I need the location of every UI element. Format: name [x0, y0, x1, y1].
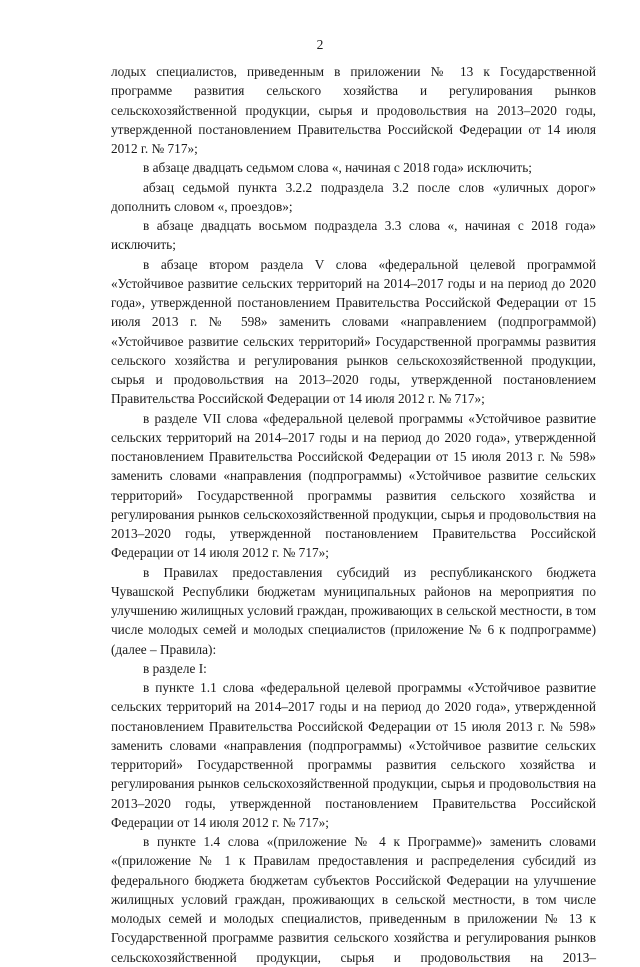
paragraph: в пункте 1.1 слова «федеральной целевой программы «Устойчивое развитие сельских территорий на 2014–2017 годы и на период до 2020 года», утвержденной постановлением Правительства Российской Федерации от 15 июля 2013 г. № 598» заменить словами «направления (подпрограммы) «Устойчивое развитие сельских территорий» Государственной программы развития сельского хозяйства и регулирования рынков сельскохозяйственной продукции, сырья и продовольствия на 2013–2020 годы, утвержденной постановлением Правительства Российской Федерации от 14 июля 2012 г. № 717»; [111, 680, 596, 830]
page-number: 2 [316, 37, 324, 52]
paragraph: в абзаце двадцать восьмом подраздела 3.3 слова «, начиная с 2018 года» исключить; [111, 218, 596, 253]
paragraph: в разделе I: [143, 660, 207, 676]
paragraph: в Правилах предоставления субсидий из республиканского бюджета Чувашской Республики бюджетам муниципальных районов на мероприятия по улучшению жилищных условий граждан, проживающих в сельской местности, в том числе молодых семей и молодых специалистов (приложение № 6 к подпрограмме) (далее – Правила): [111, 564, 596, 657]
paragraph: в разделе VII слова «федеральной целевой программы «Устойчивое развитие сельских территорий на 2014–2017 годы и на период до 2020 года», утвержденной постановлением Правительства Российской Федерации от 15 июля 2013 г. № 598» заменить словами «направления (подпрограммы) «Устойчивое развитие сельских территорий» Государственной программы развития сельского хозяйства и регулирования рынков сельскохозяйственной продукции, сырья и продовольствия на 2013–2020 годы, утвержденной постановлением Правительства Российской Федерации от 14 июля 2012 г. № 717»; [111, 410, 596, 561]
paragraph: в абзаце двадцать седьмом слова «, начиная с 2018 года» исключить; [143, 160, 532, 176]
paragraph: абзац седьмой пункта 3.2.2 подраздела 3.2 после слов «уличных дорог» дополнить словом «, проездов»; [111, 179, 596, 214]
paragraph: в пункте 1.4 слова «(приложение № 4 к Программе)» заменить словами «(приложение № 1 к Правилам предоставления и распределения субсидий из федерального бюджета бюджетам субъектов Российской Федерации на улучшение жилищных условий граждан, проживающих в сельской местности, в том числе молодых семей и молодых специалистов, приведенным в приложении № 13 к Государственной программе развития сельского хозяйства и регулирования рынков сельскохозяйственной продукции, сырья и продовольствия на 2013– [111, 834, 596, 965]
paragraph: лодых специалистов, приведенным в приложении № 13 к Государственной программе развития сельского хозяйства и регулирования рынков сельскохозяйственной продукции, сырья и продовольствия на 2013–2020 годы, утвержденной постановлением Правительства Российской Федерации от 14 июля 2012 г. № 717»; [111, 64, 596, 156]
paragraph: в абзаце втором раздела V слова «федеральной целевой программой «Устойчивое развитие сельских территорий на 2014–2017 годы и на период до 2020 года», утвержденной постановлением Правительства Российской Федерации от 15 июля 2013 г. № 598» заменить словами «направлением (подпрограммой) «Устойчивое развитие сельских территорий» Государственной программы развития сельского хозяйства и регулирования рынков сельскохозяйственной продукции, сырья и продовольствия на 2013–2020 годы, утвержденной постановлением Правительства Российской Федерации от 14 июля 2012 г. № 717»; [111, 256, 596, 407]
document-body [111, 62, 596, 967]
